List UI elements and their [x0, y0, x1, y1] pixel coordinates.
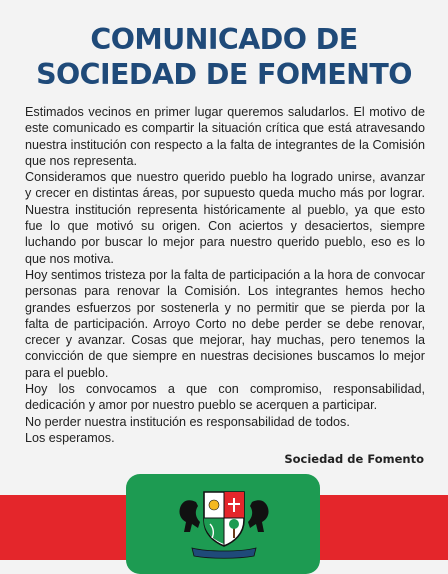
- paragraph-closing: Los esperamos.: [25, 430, 115, 445]
- title-line-1: COMUNICADO DE: [90, 23, 358, 56]
- coat-of-arms-icon: [170, 478, 278, 560]
- paragraph-responsibility: No perder nuestra institución es responsabilidad de todos.: [25, 414, 350, 429]
- paragraph-invitation: Hoy los convocamos a que con compromiso, responsabilidad, dedicación y amor por nuestro pueblo se acerquen a participar.: [25, 382, 425, 413]
- paragraph-greeting: Estimados vecinos en primer lugar queremos saludarlos. El motivo de este comunicado es compartir la situación crítica que está atravesando nuestra institución con respecto a la falta de integrantes de la Comisión que nos representa.: [25, 105, 425, 168]
- page-title: [0, 22, 448, 92]
- paragraph-considerations: Consideramos que nuestro querido pueblo ha logrado unirse, avanzar y crecer en distintas áreas, por supuesto queda mucho más por lograr. Nuestra institución representa históricamente al pueblo, ya que esto fue lo que motivó su origen. Con aciertos y desaciertos, siempre luchando por buscar lo mejor para nuestro querido pueblo, eso es lo que nos motiva.: [25, 170, 425, 266]
- communique-body: [25, 104, 425, 446]
- paragraph-participation: Hoy sentimos tristeza por la falta de participación a la hora de convocar personas para renovar la Comisión. Los integrantes hemos hecho grandes esfuerzos por sostenerla y no permitir que se pierda por la falta de participación. Arroyo Corto no debe perder se debe renovar, crecer y avanzar. Cosas que mejorar, hay muchas, pero tenemos la convicción de que siempre en nuestras decisiones buscamos lo mejor para el pueblo.: [25, 267, 425, 380]
- title-line-2: SOCIEDAD DE FOMENTO: [36, 58, 412, 91]
- signature: Sociedad de Fomento: [284, 452, 424, 466]
